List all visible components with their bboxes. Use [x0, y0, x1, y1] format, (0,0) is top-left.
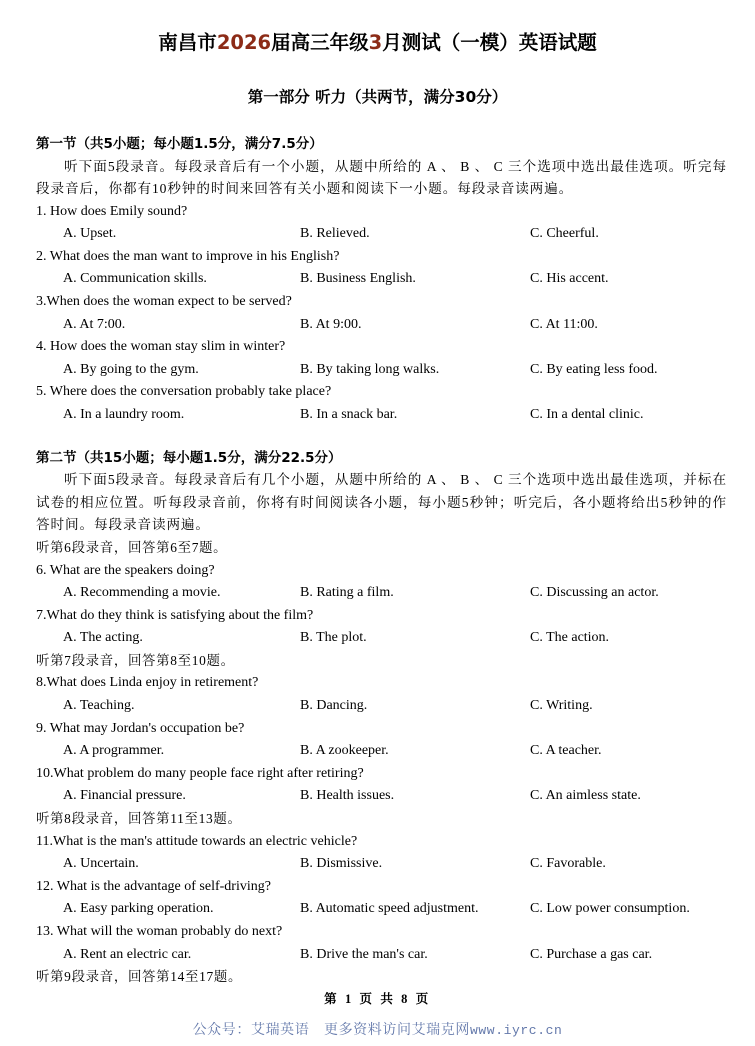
listening-cue-9: 听第9段录音，回答第14至17题。 — [36, 969, 243, 985]
option-c[interactable]: C. Discussing an actor. — [530, 585, 659, 601]
question-stem: 3.When does the woman expect to be served? — [36, 294, 292, 310]
question-stem: 13. What will the woman probably do next? — [36, 924, 283, 939]
question-options — [36, 740, 727, 763]
option-b[interactable]: B. Business English. — [300, 271, 416, 287]
question-stem: 12. What is the advantage of self-driving? — [36, 878, 271, 894]
option-a[interactable]: A. Uncertain. — [63, 856, 139, 872]
question-options — [36, 268, 727, 291]
option-c[interactable]: C. A teacher. — [530, 743, 602, 759]
option-b[interactable]: B. Drive the man's car. — [300, 946, 428, 962]
question-options — [36, 314, 727, 337]
title-suffix: 月测试（一模）英语试题 — [382, 31, 597, 54]
question-options — [36, 404, 727, 427]
part-one-title: 第一部分 听力（共两节，满分30分） — [247, 88, 508, 106]
section-two-instruction: 听下面5段录音。每段录音后有几个小题，从题中所给的 A 、 B 、 C 三个选项中选出最佳选项，并标在试卷的相应位置。听每段录音前，你将有时间阅读各小题，每小题5秒钟；听完后，各小题将给出5秒钟的作答时间。每段录音读两遍。 — [36, 472, 727, 533]
option-b[interactable]: B. A zookeeper. — [300, 743, 389, 759]
question-stem: 6. What are the speakers doing? — [36, 562, 215, 578]
option-c[interactable]: C. Cheerful. — [530, 226, 599, 242]
watermark-text: 公众号：艾瑞英语 更多资料访问艾瑞克网 — [192, 1023, 470, 1038]
option-b[interactable]: B. Dismissive. — [300, 856, 383, 872]
option-c[interactable]: C. The action. — [530, 630, 610, 646]
question-stem: 8.What does Linda enjoy in retirement? — [36, 675, 259, 691]
question-options — [36, 627, 727, 650]
option-a[interactable]: A. The acting. — [63, 630, 143, 646]
option-b[interactable]: B. At 9:00. — [300, 316, 362, 332]
question-options — [36, 944, 727, 967]
question-options — [36, 695, 727, 718]
option-c[interactable]: C. His accent. — [530, 271, 609, 287]
option-c[interactable]: C. In a dental clinic. — [530, 407, 644, 423]
title-year: 2026 — [216, 31, 272, 54]
question-options — [36, 898, 727, 921]
option-b[interactable]: B. Automatic speed adjustment. — [300, 901, 479, 917]
option-b[interactable]: B. Relieved. — [300, 226, 370, 242]
question-options — [36, 359, 727, 382]
option-c[interactable]: C. By eating less food. — [530, 361, 658, 377]
listening-cue-6: 听第6段录音，回答第6至7题。 — [36, 539, 228, 555]
question-stem: 11.What is the man's attitude towards an electric vehicle? — [36, 833, 358, 849]
option-b[interactable]: B. By taking long walks. — [300, 361, 440, 377]
section-one-instruction: 听下面5段录音。每段录音后有一个小题，从题中所给的 A 、 B 、 C 三个选项中选出最佳选项。听完每段录音后，你都有10秒钟的时间来回答有关小题和阅读下一小题。每段录音读两遍。 — [36, 158, 727, 197]
option-b[interactable]: B. Rating a film. — [300, 585, 394, 601]
option-c[interactable]: C. Favorable. — [530, 856, 606, 872]
page-number-footer: 第 1 页 共 8 页 — [324, 992, 431, 1006]
option-a[interactable]: A. Teaching. — [63, 698, 135, 714]
option-b[interactable]: B. Dancing. — [300, 698, 368, 714]
question-options — [36, 853, 727, 876]
question-options — [36, 223, 727, 246]
exam-body — [0, 109, 755, 989]
option-a[interactable]: A. Upset. — [63, 226, 117, 242]
section-one-heading: 第一节（共5小题；每小题1.5分，满分7.5分） — [36, 136, 323, 152]
question-stem: 7.What do they think is satisfying about the film? — [36, 607, 314, 623]
title-prefix: 南昌市 — [158, 31, 217, 54]
option-b[interactable]: B. Health issues. — [300, 788, 395, 804]
watermark-url: www.iyrc.cn — [469, 1023, 563, 1038]
option-c[interactable]: C. Low power consumption. — [530, 901, 690, 917]
page-title — [0, 0, 755, 58]
question-stem: 4. How does the woman stay slim in winter? — [36, 339, 286, 355]
option-a[interactable]: A. By going to the gym. — [63, 361, 199, 377]
option-a[interactable]: A. In a laundry room. — [63, 407, 185, 423]
option-b[interactable]: B. The plot. — [300, 630, 367, 646]
listening-cue-7: 听第7段录音，回答第8至10题。 — [36, 652, 235, 668]
option-a[interactable]: A. At 7:00. — [63, 316, 126, 332]
option-a[interactable]: A. Communication skills. — [63, 271, 207, 287]
option-a[interactable]: A. Rent an electric car. — [63, 946, 192, 962]
section-two-heading: 第二节（共15小题；每小题1.5分，满分22.5分） — [36, 449, 342, 466]
option-a[interactable]: A. Recommending a movie. — [63, 585, 221, 601]
option-a[interactable]: A. Easy parking operation. — [63, 901, 214, 917]
watermark — [0, 1022, 755, 1040]
option-a[interactable]: A. Financial pressure. — [63, 788, 186, 804]
question-stem: 9. What may Jordan's occupation be? — [36, 720, 245, 736]
option-c[interactable]: C. Purchase a gas car. — [530, 946, 653, 962]
question-options — [36, 785, 727, 808]
question-stem: 2. What does the man want to improve in his English? — [36, 248, 340, 264]
title-month: 3 — [368, 31, 383, 54]
question-stem: 5. Where does the conversation probably take place? — [36, 384, 332, 400]
option-c[interactable]: C. At 11:00. — [530, 316, 598, 332]
listening-cue-8: 听第8段录音，回答第11至13题。 — [36, 811, 242, 827]
question-stem: 10.What problem do many people face right after retiring? — [36, 765, 364, 781]
option-c[interactable]: C. An aimless state. — [530, 788, 641, 804]
option-c[interactable]: C. Writing. — [530, 698, 593, 714]
title-mid: 届高三年级 — [271, 31, 369, 54]
question-stem: 1. How does Emily sound? — [36, 203, 188, 219]
option-b[interactable]: B. In a snack bar. — [300, 407, 398, 423]
question-options — [36, 582, 727, 605]
option-a[interactable]: A. A programmer. — [63, 743, 165, 759]
